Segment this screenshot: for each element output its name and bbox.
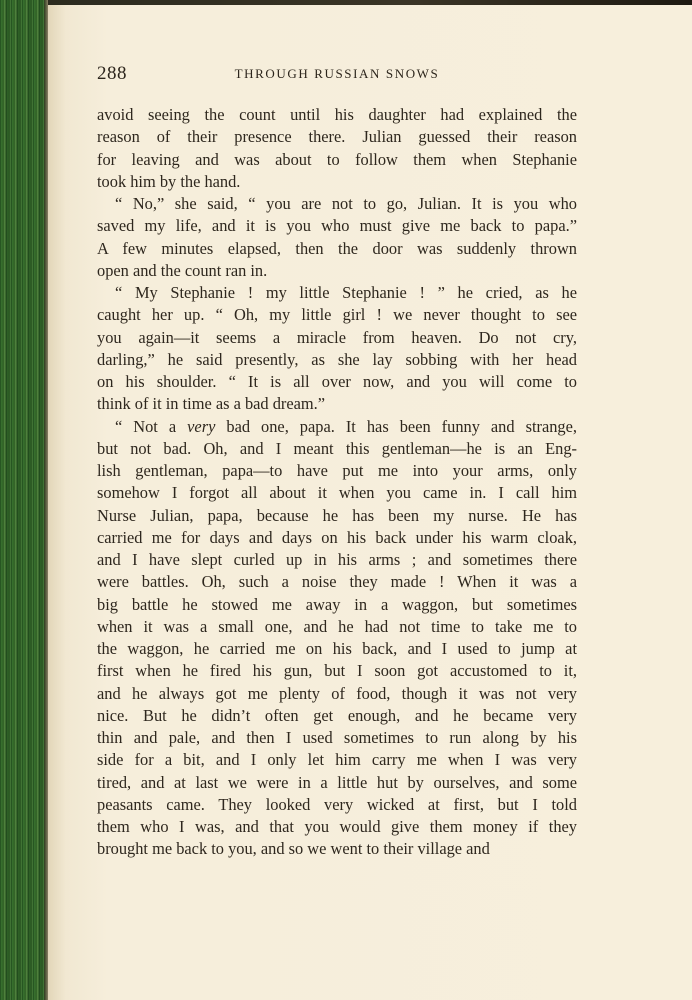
- paragraph: [97, 416, 577, 861]
- text-line: “ My Stephanie ! my little Stephanie ! ” he cried, as he: [115, 283, 577, 302]
- text-line: were battles. Oh, such a noise they made ! When it was a: [97, 572, 577, 592]
- text-line: Nurse Julian, papa, because he has been my nurse. He has: [97, 505, 577, 525]
- page-number: 288: [97, 63, 127, 84]
- text-line: “ No,” she said, “ you are not to go, Julian. It is you who: [115, 194, 577, 213]
- text-line: nice. But he didn’t often get enough, and he became very: [97, 705, 577, 725]
- text-line: reason of their presence there. Julian guessed their reason: [97, 127, 577, 147]
- text-line: A few minutes elapsed, then the door was suddenly thrown: [97, 238, 577, 258]
- running-head: THROUGH RUSSIAN SNOWS: [234, 66, 440, 81]
- text-line: first when he fired his gun, but I soon got accustomed to it,: [97, 661, 577, 681]
- text-line: carried me for days and days on his back under his warm cloak,: [97, 527, 577, 547]
- paragraph: [97, 104, 577, 193]
- text-line: when it was a small one, and he had not time to take me to: [97, 616, 577, 636]
- text-line: but not bad. Oh, and I meant this gentleman—he is an Eng-: [97, 438, 577, 458]
- text-line: on his shoulder. “ It is all over now, and you will come to: [97, 372, 577, 391]
- body-text: [97, 104, 577, 861]
- text-line: lish gentleman, papa—to have put me into your arms, only: [97, 461, 577, 480]
- text-line: somehow I forgot all about it when you came in. I call him: [97, 483, 577, 503]
- paragraph: [97, 193, 577, 282]
- text-line: tired, and at last we were in a little hut by ourselves, and some: [97, 772, 577, 792]
- text-line: darling,” he said presently, as she lay sobbing with her head: [97, 349, 577, 369]
- text-line: brought me back to you, and so we went to their village and: [97, 839, 490, 859]
- text-line: side for a bit, and I only let him carry me when I was very: [97, 750, 577, 770]
- text-line: peasants came. They looked very wicked at first, but I told: [97, 794, 577, 814]
- text-line: them who I was, and that you would give them money if they: [97, 817, 577, 836]
- text-line: caught her up. “ Oh, my little girl ! we never thought to see: [97, 305, 577, 325]
- text-line: for leaving and was about to follow them when Stephanie: [97, 149, 577, 169]
- text-line: you again—it seems a miracle from heaven. Do not cry,: [97, 327, 577, 347]
- text-line: saved my life, and it is you who must give me back to papa.”: [97, 216, 577, 236]
- text-line: and I have slept curled up in his arms ; and sometimes there: [97, 550, 577, 569]
- text-line: big battle he stowed me away in a waggon, but sometimes: [97, 594, 577, 614]
- text-line: think of it in time as a bad dream.”: [97, 394, 326, 414]
- text-line: took him by the hand.: [97, 171, 241, 191]
- text-line: avoid seeing the count until his daughter had explained the: [97, 105, 577, 124]
- page-header: [97, 63, 577, 93]
- paragraph: [97, 282, 577, 416]
- book-spine-edge: [0, 0, 48, 1000]
- text-line: and he always got me plenty of food, though it was not very: [97, 683, 577, 703]
- text-line: “ Not a very bad one, papa. It has been funny and strange,: [115, 416, 578, 436]
- text-line: the waggon, he carried me on his back, and I used to jump at: [97, 639, 577, 658]
- text-line: open and the count ran in.: [97, 260, 268, 280]
- text-line: thin and pale, and then I used sometimes to run along by his: [97, 728, 577, 747]
